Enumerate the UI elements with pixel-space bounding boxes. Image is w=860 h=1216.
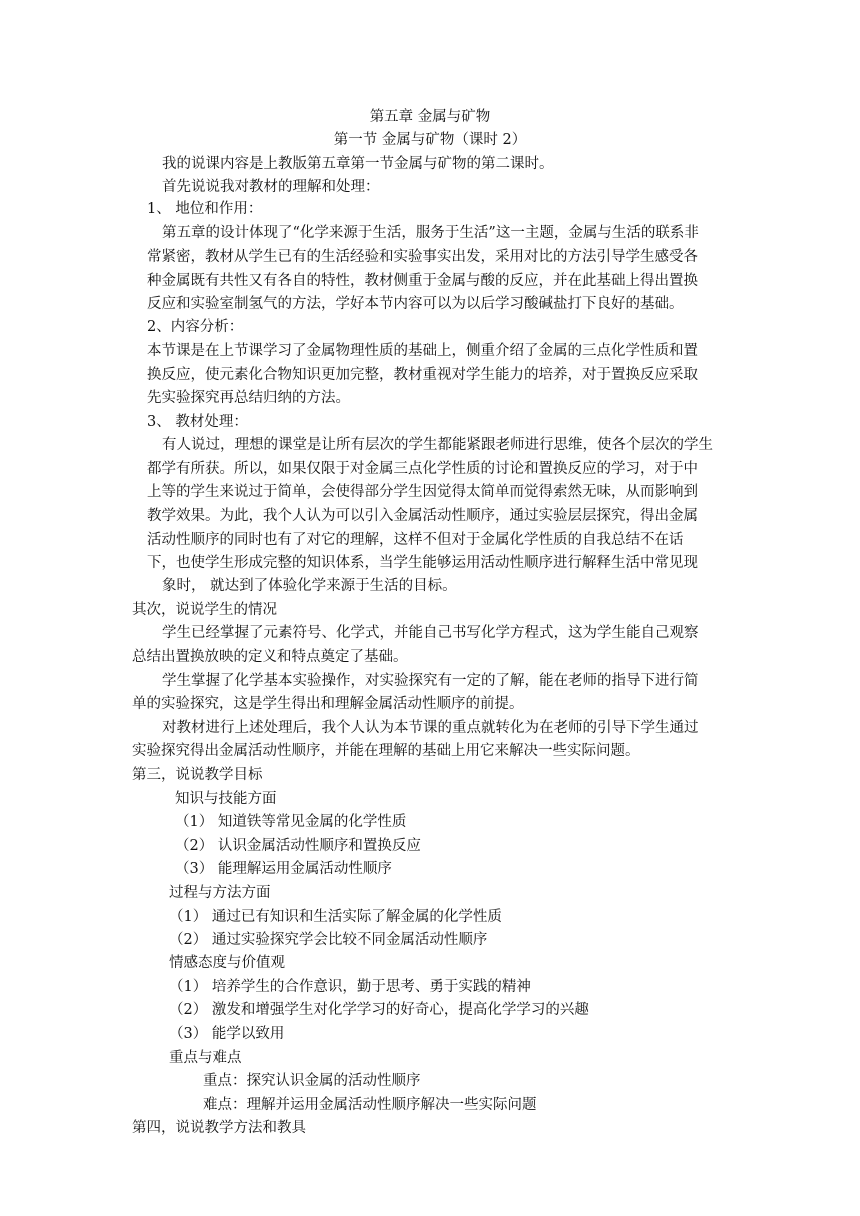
section-heading: 其次，说说学生的情况 <box>132 602 277 618</box>
difficult-point: 难点：理解并运用金属活动性顺序解决一些实际问题 <box>203 1097 537 1113</box>
section-heading: 第四，说说教学方法和教具 <box>132 1120 306 1136</box>
subsection-heading: 重点与难点 <box>169 1050 242 1066</box>
paragraph-line: 先实验探究再总结归纳的方法。 <box>147 390 350 406</box>
paragraph-line: 下，也使学生形成完整的知识体系，当学生能够运用活动性顺序进行解释生活中常见现 <box>147 555 698 571</box>
list-item: （3） 能学以致用 <box>169 1026 285 1042</box>
paragraph-line: 实验探究得出金属活动性顺序，并能在理解的基础上用它来解决一些实际问题。 <box>132 743 640 759</box>
paragraph-line: 有人说过，理想的课堂是让所有层次的学生都能紧跟老师进行思维，使各个层次的学生 <box>162 437 713 453</box>
section-heading: 第三，说说教学目标 <box>132 767 263 783</box>
list-item: （2） 通过实验探究学会比较不同金属活动性顺序 <box>169 932 488 948</box>
chapter-title: 第五章 金属与矿物 <box>369 109 491 125</box>
paragraph-line: 上等的学生来说过于简单，会使得部分学生因觉得太简单而觉得索然无味，从而影响到 <box>147 484 698 500</box>
list-item: （1） 知道铁等常见金属的化学性质 <box>175 814 407 830</box>
subsection-heading: 过程与方法方面 <box>169 885 271 901</box>
subsection-heading: 情感态度与价值观 <box>169 955 285 971</box>
list-item: （1） 培养学生的合作意识，勤于思考、勇于实践的精神 <box>169 979 531 995</box>
paragraph-line: 教学效果。为此，我个人认为可以引入金属活动性顺序，通过实验层层探究，得出金属 <box>147 508 698 524</box>
paragraph-line: 单的实验探究，这是学生得出和理解金属活动性顺序的前提。 <box>132 696 524 712</box>
paragraph-line: 常紧密，教材从学生已有的生活经验和实验事实出发，采用对比的方法引导学生感受各 <box>147 249 698 265</box>
paragraph-line: 本节课是在上节课学习了金属物理性质的基础上，侧重介绍了金属的三点化学性质和置 <box>147 343 698 359</box>
list-item: （2） 认识金属活动性顺序和置换反应 <box>175 838 421 854</box>
paragraph-line: 我的说课内容是上教版第五章第一节金属与矿物的第二课时。 <box>162 156 554 172</box>
paragraph-line: 首先说说我对教材的理解和处理： <box>162 179 380 195</box>
section-title: 第一节 金属与矿物（课时 2） <box>333 132 527 148</box>
list-item: （1） 通过已有知识和生活实际了解金属的化学性质 <box>169 909 502 925</box>
paragraph-line: 总结出置换放映的定义和特点奠定了基础。 <box>132 649 408 665</box>
list-item: （2） 激发和增强学生对化学学习的好奇心，提高化学学习的兴趣 <box>169 1002 589 1018</box>
paragraph-line: 活动性顺序的同时也有了对它的理解，这样不但对于金属化学性质的自我总结不在话 <box>147 532 684 548</box>
subsection-heading: 知识与技能方面 <box>175 791 277 807</box>
section-heading: 3、 教材处理： <box>147 414 248 430</box>
paragraph-line: 学生掌握了化学基本实验操作，对实验探究有一定的了解，能在老师的指导下进行简 <box>162 673 699 689</box>
section-heading: 1、 地位和作用： <box>147 201 263 217</box>
section-heading: 2、内容分析： <box>147 319 244 335</box>
paragraph-line: 第五章的设计体现了“化学来源于生活，服务于生活”这一主题，金属与生活的联系非 <box>162 225 699 241</box>
paragraph-line: 都学有所获。所以，如果仅限于对金属三点化学性质的讨论和置换反应的学习，对于中 <box>147 461 698 477</box>
paragraph-line: 象时， 就达到了体验化学来源于生活的目标。 <box>162 578 457 594</box>
paragraph-line: 换反应，使元素化合物知识更加完整，教材重视对学生能力的培养，对于置换反应采取 <box>147 367 698 383</box>
paragraph-line: 学生已经掌握了元素符号、化学式，并能自己书写化学方程式，这为学生能自己观察 <box>162 625 699 641</box>
list-item: （3） 能理解运用金属活动性顺序 <box>175 861 392 877</box>
key-point: 重点：探究认识金属的活动性顺序 <box>203 1073 421 1089</box>
paragraph-line: 反应和实验室制氢气的方法，学好本节内容可以为以后学习酸碱盐打下良好的基础。 <box>147 296 684 312</box>
paragraph-line: 种金属既有共性又有各自的特性，教材侧重于金属与酸的反应，并在此基础上得出置换 <box>147 273 698 289</box>
paragraph-line: 对教材进行上述处理后，我个人认为本节课的重点就转化为在老师的引导下学生通过 <box>162 720 699 736</box>
